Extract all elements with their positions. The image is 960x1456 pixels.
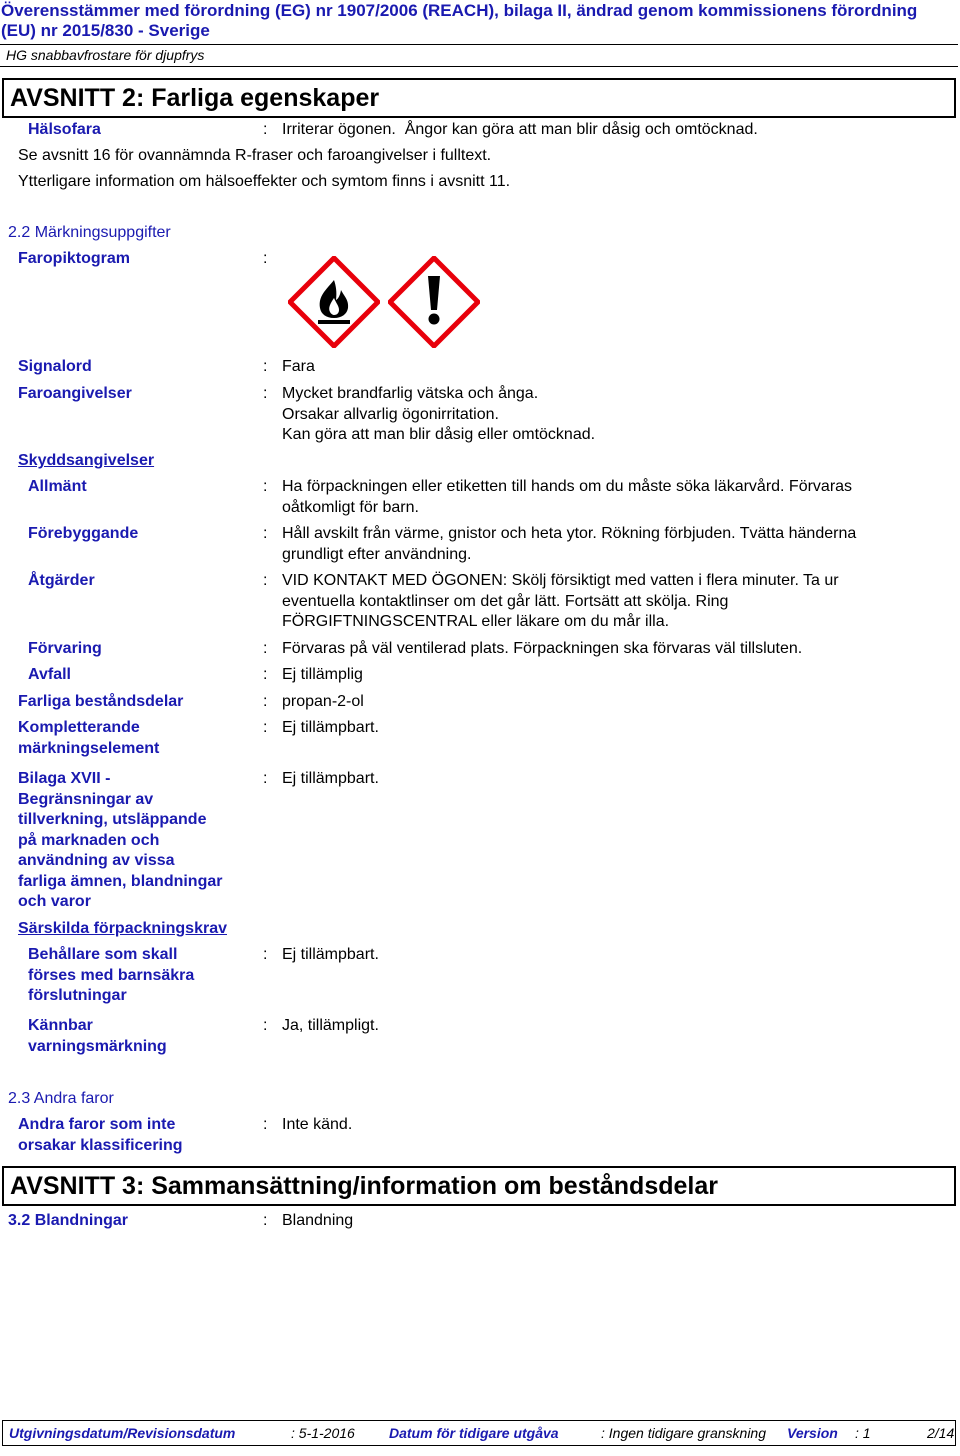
response-line: VID KONTAKT MED ÖGONEN: Skölj försiktigt med vatten i flera minuter. Ta ur (282, 572, 839, 589)
other-label-line: orsakar klassificering (18, 1136, 183, 1154)
tactile-label-line: varningsmärkning (28, 1037, 167, 1055)
page-number: 2/14 (927, 1425, 955, 1441)
response-label: Åtgärder (28, 572, 95, 589)
colon: : (263, 719, 268, 736)
note-section16: Se avsnitt 16 för ovannämnda R-fraser och faroangivelser i fulltext. (18, 147, 492, 164)
hazardous-ingredients-value: propan-2-ol (282, 693, 364, 710)
annex-label-line: tillverkning, utsläppande (18, 811, 207, 828)
health-value: Irriterar ögonen. Ångor kan göra att man blir dåsig och omtöcknad. (282, 121, 758, 138)
annex-label-line: och varor (18, 893, 91, 910)
colon: : (263, 770, 268, 787)
prevention-value (282, 524, 856, 565)
tactile-warning-label (28, 1016, 167, 1057)
general-label: Allmänt (28, 478, 87, 495)
colon: : (263, 1212, 268, 1229)
annex-label-line: farliga ämnen, blandningar (18, 872, 223, 890)
annex-label-line: användning av vissa (18, 852, 175, 869)
annex-xvii-label (18, 769, 222, 913)
colon: : (263, 946, 268, 963)
child-label-line: Behållare som skall (28, 946, 178, 963)
child-label-line: förslutningar (28, 987, 127, 1004)
subsection-2-2: 2.2 Märkningsuppgifter (8, 224, 171, 241)
response-line: FÖRGIFTNINGSCENTRAL eller läkare om du mår illa. (282, 613, 670, 630)
colon: : (263, 121, 268, 138)
version-value: : 1 (855, 1425, 871, 1441)
annex-xvii-value: Ej tillämpbart. (282, 770, 379, 787)
hazard-line: Kan göra att man blir dåsig eller omtöcknad. (282, 426, 596, 443)
supplemental-label-line: märkningselement (18, 739, 160, 757)
storage-label: Förvaring (28, 640, 102, 657)
child-resistant-value: Ej tillämpbart. (282, 946, 379, 963)
storage-value: Förvaras på väl ventilerad plats. Förpackningen ska förvaras väl tillsluten. (282, 640, 803, 657)
general-value (282, 477, 852, 518)
health-label: Hälsofara (28, 121, 101, 138)
mixtures-label: 3.2 Blandningar (8, 1212, 129, 1229)
annex-label-line: Begränsningar av (18, 790, 154, 808)
document-footer (2, 1420, 956, 1446)
product-bar (0, 44, 958, 67)
note-section11: Ytterligare information om hälsoeffekter och symtom finns i avsnitt 11. (18, 173, 511, 190)
previous-date-label: Datum för tidigare utgåva (389, 1425, 559, 1441)
prevention-line: Håll avskilt från värme, gnistor och heta ytor. Rökning förbjuden. Tvätta händerna (282, 525, 857, 542)
flame-pictogram-icon (288, 256, 380, 348)
prevention-label: Förebyggande (28, 525, 139, 542)
signal-word-label: Signalord (18, 358, 92, 375)
colon: : (263, 250, 268, 267)
general-line: oåtkomligt för barn. (282, 498, 419, 516)
annex-label-line: Bilaga XVII - (18, 770, 111, 787)
other-hazards-value: Inte känd. (282, 1116, 353, 1133)
mixtures-value: Blandning (282, 1212, 354, 1229)
signal-word-value: Fara (282, 358, 315, 375)
regulation-title-line1: Överensstämmer med förordning (EG) nr 1907/2006 (REACH), bilaga II, ändrad genom kommissionens förordning (1, 1, 918, 20)
section3-heading: AVSNITT 3: Sammansättning/information om beståndsdelar (2, 1166, 956, 1206)
colon: : (263, 572, 268, 589)
colon: : (263, 1116, 268, 1133)
colon: : (263, 666, 268, 683)
supplemental-value: Ej tillämpbart. (282, 719, 379, 736)
pictogram-label: Faropiktogram (18, 250, 131, 267)
other-hazards-label (18, 1115, 183, 1156)
prevention-line: grundligt efter användning. (282, 545, 472, 563)
child-resistant-label (28, 945, 194, 1007)
previous-date-value: : Ingen tidigare granskning (601, 1425, 766, 1441)
section2-heading: AVSNITT 2: Farliga egenskaper (2, 78, 956, 118)
hazardous-ingredients-label: Farliga beståndsdelar (18, 693, 184, 710)
disposal-label: Avfall (28, 666, 71, 683)
response-value (282, 571, 839, 633)
colon: : (263, 693, 268, 710)
exclamation-pictogram-icon (388, 256, 480, 348)
regulation-title (1, 1, 959, 41)
issue-date-value: : 5-1-2016 (291, 1425, 355, 1441)
colon: : (263, 640, 268, 657)
annex-label-line: på marknaden och (18, 831, 160, 849)
subsection-2-3: 2.3 Andra faror (8, 1090, 114, 1107)
document-header (0, 0, 960, 66)
hazard-statements (282, 384, 595, 446)
product-name: HG snabbavfrostare för djupfrys (6, 47, 205, 63)
colon: : (263, 525, 268, 542)
regulation-title-line2: (EU) nr 2015/830 - Sverige (1, 21, 210, 40)
hazard-line: Orsakar allvarlig ögonirritation. (282, 405, 499, 423)
child-label-line: förses med barnsäkra (28, 966, 195, 984)
general-line: Ha förpackningen eller etiketten till hands om du måste söka läkarvård. Förvaras (282, 478, 853, 495)
response-line: eventuella kontaktlinser om det går lätt. Fortsätt att skölja. Ring (282, 592, 729, 610)
hazard-line: Mycket brandfarlig vätska och ånga. (282, 385, 539, 402)
tactile-label-line: Kännbar (28, 1017, 93, 1034)
colon: : (263, 385, 268, 402)
colon: : (263, 478, 268, 495)
packaging-requirements-label: Särskilda förpackningskrav (18, 920, 227, 937)
colon: : (263, 1017, 268, 1034)
precautionary-statements-label: Skyddsangivelser (18, 452, 155, 469)
other-label-line: Andra faror som inte (18, 1116, 176, 1133)
colon: : (263, 358, 268, 375)
issue-date-label: Utgivningsdatum/Revisionsdatum (9, 1425, 236, 1441)
version-label: Version (787, 1425, 838, 1441)
hazard-statements-label: Faroangivelser (18, 385, 132, 402)
disposal-value: Ej tillämplig (282, 666, 363, 683)
tactile-warning-value: Ja, tillämpligt. (282, 1017, 379, 1034)
supplemental-label-line: Kompletterande (18, 719, 140, 736)
supplemental-label (18, 718, 159, 759)
